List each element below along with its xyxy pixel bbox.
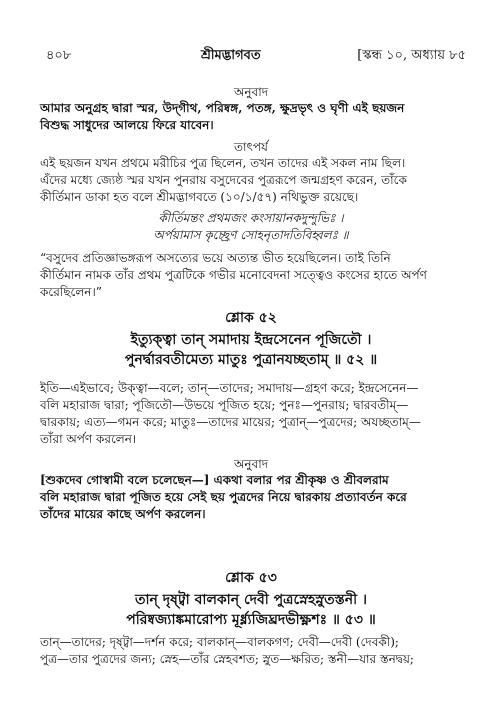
synonym-line: তাঁরা অর্পণ করলেন।	[40, 432, 137, 446]
anubad-line: [শুকদেব গোস্বামী বলে চলেছেন—] একথা বলার পর শ্রীকৃষ্ণ ও শ্রীবলরাম	[40, 473, 389, 487]
shloka-53-synonyms	[40, 634, 462, 668]
verse-line: ইত্যুক্ত্বা তান্ সমাদায় ইন্দ্রসেনেন পূজিতৌ ।	[130, 332, 372, 348]
page-header	[46, 46, 466, 64]
verse-line: পুনর্দ্বারবতীমেত্য মাতুঃ পুত্রানযচ্ছতাম্ ॥ ৫২ ॥	[124, 352, 378, 368]
shloka-52-verse	[40, 330, 462, 370]
synonym-line: ইতি—এইভাবে; উক্ত্বা—বলে; তান্—তাদের; সমাদায়—গ্রহণ করে; ইন্দ্রসেনেন—	[40, 381, 419, 395]
quoted-verse-line: অর্পয়ামাস কৃচ্ছ্রেণ সোহনৃতাদতিবিহ্বলঃ ॥	[153, 228, 349, 242]
translation-line: কীর্তিমান নামক তাঁর প্রথম পুত্রটিকে গভীর মনোবেদনা সত্ত্বেও কংসের হাতে অর্পণ	[40, 268, 427, 282]
shloka-52-title: শ্লোক ৫২	[225, 310, 277, 326]
synonym-line: দ্বারকায়; এত্য—গমন করে; মাতুঃ—তাদের মায়ের; পুত্রান্—পুত্রদের; অযচ্ছতাম্—	[40, 415, 421, 429]
tatparya-line: এই ছয়জন যখন প্রথমে মরীচির পুত্র ছিলেন, তখন তাদের এই সকল নাম ছিল।	[40, 156, 406, 170]
anubad-line: বলি মহারাজ দ্বারা পূজিত হয়ে সেই ছয় পুত্রদের নিয়ে দ্বারকায় প্রত্যাবর্তন করে	[40, 490, 407, 504]
book-title: শ্রীমদ্ভাগবত	[201, 48, 261, 63]
anubad-heading-52: অনুবাদ	[233, 457, 269, 471]
tatparya-text	[40, 155, 462, 206]
synonym-line: তান্—তাদের; দৃষ্ট্বা—দর্শন করে; বালকান্—বালকগণ; দেবী—দেবী (দেবকী);	[40, 635, 399, 649]
shloka-53-verse	[40, 590, 462, 630]
anubad-line: তাঁদের মায়ের কাছে অর্পণ করলেন।	[40, 507, 206, 521]
section-reference: [স্কন্ধ ১০, অধ্যায় ৮৫	[357, 48, 466, 63]
anubad-line: বিশুদ্ধ সাধুদের আলয়ে ফিরে যাবেন।	[40, 118, 214, 132]
anubad-line: আমার অনুগ্রহ দ্বারা স্মর, উদ্‌গীথ, পরিষ্বঙ্গ, পতঙ্গ, ক্ষুদ্রভৃৎ ও ঘৃণী এই ছয়জন	[40, 101, 405, 115]
synonym-line: পুত্র—তার পুত্রদের জন্য; স্নেহ—তাঁর স্নেহবশত; স্নুত—ক্ষরিত; স্তনী—যার স্তনদ্বয়;	[40, 652, 414, 666]
shloka-53-title: শ্লোক ৫৩	[225, 570, 277, 586]
quoted-verse	[40, 210, 462, 244]
quoted-verse-translation	[40, 250, 462, 301]
translation-line: করেছিলেন।”	[40, 285, 102, 299]
verse-line: তান্ দৃষ্ট্বা বালকান্ দেবী পুত্রস্নেহস্নুতস্তনী ।	[134, 592, 367, 608]
anubad-heading-1: অনুবাদ	[233, 85, 269, 99]
verse-line: পরিষ্বজ্যাঙ্কমারোপ্য মূর্ধ্ন্যজিঘ্রদভীক্ষ্ণশঃ ॥ ৫৩ ॥	[126, 612, 376, 628]
anubad-text-52	[40, 472, 462, 523]
translation-line: “বসুদেব প্রতিজ্ঞাভঙ্গরূপ অসত্যের ভয়ে অত্যন্ত ভীত হয়েছিলেন। তাই তিনি	[40, 251, 391, 265]
anubad-text-1	[40, 100, 462, 134]
tatparya-line: এঁদের মধ্যে জ্যেষ্ঠ স্মর যখন পুনরায় বসুদেবের পুত্ররূপে জন্মগ্রহণ করেন, তাঁকে	[40, 173, 407, 187]
tatparya-line: কীর্তিমান ডাকা হত বলে শ্রীমদ্ভাগবতে (১০/১/৫৭) নথিভুক্ত রয়েছে।	[40, 190, 359, 204]
quoted-verse-line: কীর্তিমন্তং প্রথমজং কংসায়ানকদুন্দুভিঃ ।	[158, 211, 344, 225]
tatparya-heading: তাৎপর্য	[234, 140, 268, 154]
synonym-line: বলি মহারাজ দ্বারা; পূজিতৌ—উভয়ে পূজিত হয়ে; পুনঃ—পুনরায়; দ্বারবতীম্—	[40, 398, 409, 412]
shloka-52-synonyms	[40, 380, 462, 448]
page-number: ৪০৮	[46, 48, 72, 63]
